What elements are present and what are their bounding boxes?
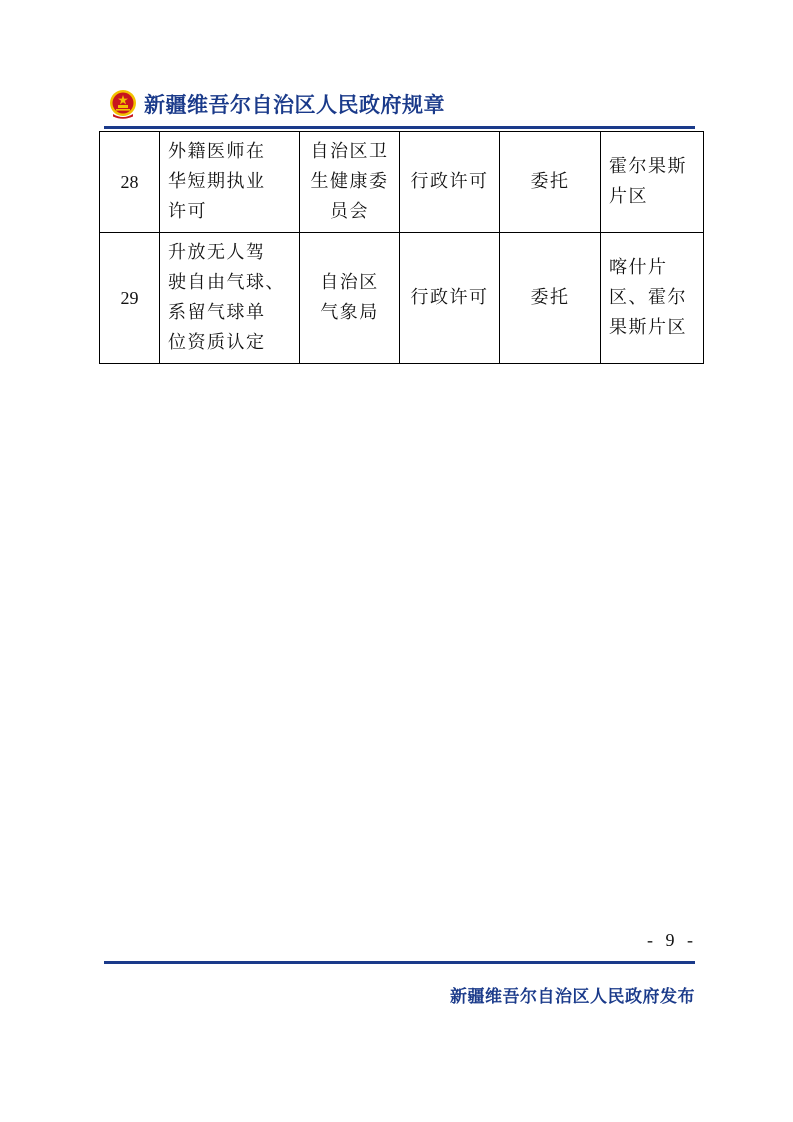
department <box>300 132 400 233</box>
text-line: 位资质认定 <box>168 332 266 353</box>
text-line: 片区 <box>609 186 648 207</box>
header-divider <box>104 126 695 129</box>
items-table <box>99 131 704 364</box>
matter-type: 行政许可 <box>400 233 500 364</box>
text-line: 驶自由气球、 <box>168 272 285 293</box>
applicable-area <box>601 132 704 233</box>
footer-publisher: 新疆维吾尔自治区人民政府发布 <box>450 987 695 1007</box>
text-line: 区、霍尔 <box>609 287 687 308</box>
text-line: 自治区 <box>320 272 379 293</box>
page-header <box>108 84 445 124</box>
text-line: 华短期执业 <box>168 171 266 192</box>
matter-type: 行政许可 <box>400 132 500 233</box>
table-row <box>100 132 704 233</box>
department <box>300 233 400 364</box>
text-line: 生健康委 <box>310 171 389 192</box>
text-line: 气象局 <box>320 302 379 323</box>
item-name <box>160 132 300 233</box>
text-line: 许可 <box>168 201 207 222</box>
item-name <box>160 233 300 364</box>
text-line: 外籍医师在 <box>168 141 266 162</box>
delegation-mode: 委托 <box>500 233 601 364</box>
text-line: 果斯片区 <box>609 317 687 338</box>
footer-divider <box>104 961 695 964</box>
text-line: 自治区卫 <box>310 141 389 162</box>
text-line: 员会 <box>330 201 369 222</box>
text-line: 喀什片 <box>609 257 668 278</box>
item-number: 29 <box>100 233 160 364</box>
header-title: 新疆维吾尔自治区人民政府规章 <box>144 93 445 117</box>
text-line: 系留气球单 <box>168 302 266 323</box>
national-emblem-icon <box>108 88 138 120</box>
page-number: - 9 - <box>647 930 697 950</box>
item-number: 28 <box>100 132 160 233</box>
delegation-mode: 委托 <box>500 132 601 233</box>
text-line: 升放无人驾 <box>168 242 266 263</box>
text-line: 霍尔果斯 <box>609 156 687 177</box>
table-row <box>100 233 704 364</box>
applicable-area <box>601 233 704 364</box>
